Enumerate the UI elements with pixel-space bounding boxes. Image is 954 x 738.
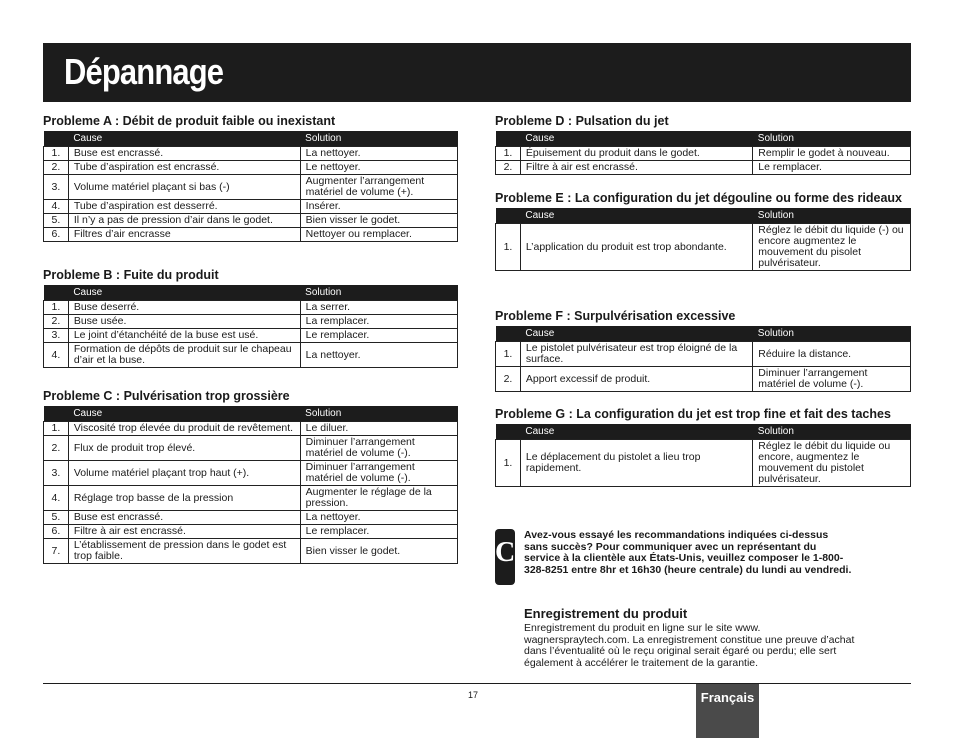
header-solution: Solution — [753, 326, 911, 342]
problem-g-section — [495, 407, 911, 487]
solution-cell: Réduire la distance. — [753, 342, 911, 367]
cause-cell: Tube d’aspiration est desserré. — [68, 200, 300, 214]
problem-d-section — [495, 114, 911, 175]
phone-icon: C — [495, 529, 515, 585]
header-solution: Solution — [753, 424, 911, 440]
solution-cell: Insérer. — [300, 200, 457, 214]
problem-title: Probleme B : Fuite du produit — [43, 268, 219, 282]
table-row — [44, 436, 458, 461]
solution-cell: Le nettoyer. — [300, 161, 457, 175]
header-solution: Solution — [753, 131, 911, 147]
row-number: 2. — [496, 161, 521, 175]
header-cause: Cause — [68, 131, 300, 147]
header-cause: Cause — [520, 424, 752, 440]
row-number: 1. — [44, 301, 69, 315]
row-number: 2. — [44, 436, 69, 461]
registration-title: Enregistrement du produit — [524, 606, 688, 621]
row-number: 2. — [44, 315, 69, 329]
cause-cell: Le joint d’étanchéité de la buse est usé. — [68, 329, 300, 343]
troubleshooting-table — [43, 285, 458, 368]
table-row — [496, 224, 911, 271]
table-row — [44, 315, 458, 329]
table-row — [44, 525, 458, 539]
problem-b-section — [43, 268, 458, 368]
problem-e-section — [495, 191, 911, 271]
header-solution: Solution — [300, 406, 457, 422]
table-row — [44, 161, 458, 175]
table-header-row — [496, 131, 911, 147]
solution-cell: Bien visser le godet. — [300, 539, 457, 564]
cause-cell: Buse est encrassé. — [68, 147, 300, 161]
solution-cell: La nettoyer. — [300, 147, 457, 161]
solution-cell: La remplacer. — [300, 315, 457, 329]
table-row — [44, 228, 458, 242]
header-cause: Cause — [520, 326, 752, 342]
page-number: 17 — [468, 690, 479, 700]
table-row — [44, 461, 458, 486]
row-number: 6. — [44, 525, 69, 539]
table-row — [44, 329, 458, 343]
header-number — [496, 131, 521, 147]
cause-cell: Flux de produit trop élevé. — [68, 436, 300, 461]
troubleshooting-table — [43, 406, 458, 564]
row-number: 7. — [44, 539, 69, 564]
cause-cell: Épuisement du produit dans le godet. — [520, 147, 752, 161]
header-number — [496, 424, 521, 440]
solution-cell: Réglez le débit du liquide (-) ou encore augmentez le mouvement du pisolet pulvérisateur. — [753, 224, 911, 271]
solution-cell: La nettoyer. — [300, 511, 457, 525]
cause-cell: Tube d’aspiration est encrassé. — [68, 161, 300, 175]
troubleshooting-table — [43, 131, 458, 242]
cause-cell: L’application du produit est trop abondante. — [520, 224, 752, 271]
cause-cell: Filtres d’air encrasse — [68, 228, 300, 242]
row-number: 1. — [496, 147, 521, 161]
cause-cell: Buse est encrassé. — [68, 511, 300, 525]
problem-a-section — [43, 114, 458, 242]
cause-cell: Apport excessif de produit. — [520, 367, 752, 392]
troubleshooting-table — [495, 424, 911, 487]
problem-title: Probleme F : Surpulvérisation excessive — [495, 309, 736, 323]
title-banner — [43, 43, 911, 102]
problem-title: Probleme E : La configuration du jet dégouline ou forme des rideaux — [495, 191, 902, 205]
table-row — [496, 147, 911, 161]
cause-cell: Filtre à air est encrassé. — [520, 161, 752, 175]
solution-cell: Diminuer l’arrangement matériel de volume (-). — [300, 461, 457, 486]
table-row — [44, 301, 458, 315]
row-number: 4. — [44, 486, 69, 511]
solution-cell: Nettoyer ou remplacer. — [300, 228, 457, 242]
solution-cell: Le remplacer. — [300, 329, 457, 343]
language-tab: Français — [696, 684, 759, 738]
cause-cell: Filtre à air est encrassé. — [68, 525, 300, 539]
table-row — [496, 367, 911, 392]
header-solution: Solution — [300, 131, 457, 147]
row-number: 1. — [496, 342, 521, 367]
table-header-row — [496, 326, 911, 342]
problem-title: Probleme D : Pulsation du jet — [495, 114, 669, 128]
cause-cell: L’établissement de pression dans le godet est trop faible. — [68, 539, 300, 564]
troubleshooting-table — [495, 131, 911, 175]
header-number — [496, 208, 521, 224]
cause-cell: Volume matériel plaçant si bas (-) — [68, 175, 300, 200]
table-row — [44, 343, 458, 368]
table-row — [44, 200, 458, 214]
row-number: 1. — [44, 422, 69, 436]
cause-cell: Il n’y a pas de pression d’air dans le godet. — [68, 214, 300, 228]
solution-cell: Diminuer l’arrangement matériel de volume (-). — [300, 436, 457, 461]
table-row — [44, 214, 458, 228]
solution-cell: Le diluer. — [300, 422, 457, 436]
cause-cell: Viscosité trop élevée du produit de revêtement. — [68, 422, 300, 436]
table-row — [44, 175, 458, 200]
table-row — [496, 161, 911, 175]
row-number: 6. — [44, 228, 69, 242]
table-row — [44, 511, 458, 525]
solution-cell: Augmenter l’arrangement matériel de volume (+). — [300, 175, 457, 200]
header-solution: Solution — [300, 285, 457, 301]
header-number — [44, 131, 69, 147]
header-solution: Solution — [753, 208, 911, 224]
solution-cell: Augmenter le réglage de la pression. — [300, 486, 457, 511]
solution-cell: La serrer. — [300, 301, 457, 315]
registration-text: Enregistrement du produit en ligne sur le site www. wagnerspraytech.com. La enregistrement constitue une preuve d’achat dans l’éventualité où le reçu original serait égaré ou perdu; elle sert également à accélérer le traitement de la garantie. — [524, 622, 855, 669]
row-number: 4. — [44, 200, 69, 214]
cause-cell: Buse deserré. — [68, 301, 300, 315]
table-row — [44, 486, 458, 511]
cause-cell: Volume matériel plaçant trop haut (+). — [68, 461, 300, 486]
cause-cell: Formation de dépôts de produit sur le chapeau d’air et la buse. — [68, 343, 300, 368]
customer-service-text: Avez-vous essayé les recommandations indiquées ci-dessus sans succès? Pour communiquer avec un représentant du service à la clientèle aux États-Unis, veuillez composer le 1-800-328-8251 entre 8hr et 16h30 (heure centrale) du lundi au vendredi. — [524, 529, 852, 576]
header-number — [44, 406, 69, 422]
header-number — [496, 326, 521, 342]
page-title: Dépannage — [64, 51, 224, 92]
row-number: 3. — [44, 175, 69, 200]
table-header-row — [496, 208, 911, 224]
cause-cell: Le déplacement du pistolet a lieu trop rapidement. — [520, 440, 752, 487]
header-cause: Cause — [68, 285, 300, 301]
solution-cell: Remplir le godet à nouveau. — [753, 147, 911, 161]
cause-cell: Le pistolet pulvérisateur est trop éloigné de la surface. — [520, 342, 752, 367]
solution-cell: Le remplacer. — [300, 525, 457, 539]
problem-title: Probleme G : La configuration du jet est trop fine et fait des taches — [495, 407, 891, 421]
problem-f-section — [495, 309, 911, 392]
row-number: 1. — [496, 224, 521, 271]
table-header-row — [496, 424, 911, 440]
row-number: 5. — [44, 511, 69, 525]
solution-cell: Bien visser le godet. — [300, 214, 457, 228]
row-number: 1. — [496, 440, 521, 487]
header-cause: Cause — [520, 131, 752, 147]
troubleshooting-table — [495, 208, 911, 271]
problem-title: Probleme C : Pulvérisation trop grossière — [43, 389, 290, 403]
row-number: 4. — [44, 343, 69, 368]
row-number: 5. — [44, 214, 69, 228]
row-number: 3. — [44, 461, 69, 486]
solution-cell: Diminuer l’arrangement matériel de volume (-). — [753, 367, 911, 392]
solution-cell: Réglez le débit du liquide ou encore, augmentez le mouvement du pistolet pulvérisateur. — [753, 440, 911, 487]
table-row — [496, 440, 911, 487]
problem-title: Probleme A : Débit de produit faible ou inexistant — [43, 114, 336, 128]
solution-cell: La nettoyer. — [300, 343, 457, 368]
row-number: 1. — [44, 147, 69, 161]
header-cause: Cause — [68, 406, 300, 422]
table-header-row — [44, 285, 458, 301]
table-row — [44, 147, 458, 161]
row-number: 3. — [44, 329, 69, 343]
cause-cell: Réglage trop basse de la pression — [68, 486, 300, 511]
table-row — [44, 422, 458, 436]
footer-divider — [43, 683, 911, 684]
cause-cell: Buse usée. — [68, 315, 300, 329]
solution-cell: Le remplacer. — [753, 161, 911, 175]
table-header-row — [44, 131, 458, 147]
troubleshooting-table — [495, 326, 911, 392]
header-number — [44, 285, 69, 301]
table-row — [44, 539, 458, 564]
problem-c-section — [43, 389, 458, 564]
header-cause: Cause — [520, 208, 752, 224]
table-header-row — [44, 406, 458, 422]
row-number: 2. — [496, 367, 521, 392]
table-row — [496, 342, 911, 367]
row-number: 2. — [44, 161, 69, 175]
